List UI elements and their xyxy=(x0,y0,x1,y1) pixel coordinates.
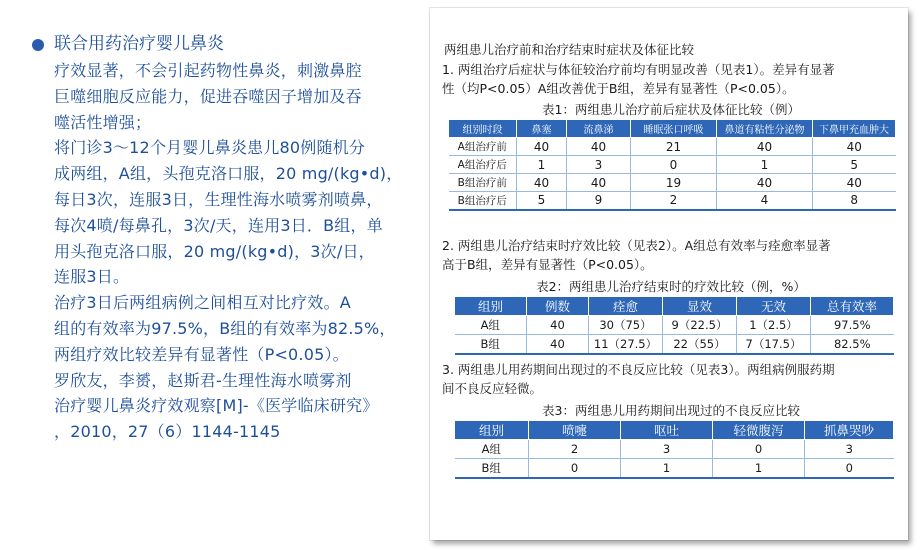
table-cell: 0 xyxy=(631,156,717,174)
table-cell: 40 xyxy=(517,174,567,192)
table-row xyxy=(455,335,894,354)
table-header-row xyxy=(449,120,896,138)
table-cell: 22（55） xyxy=(663,335,737,354)
notes-line: 噬活性增强； xyxy=(54,112,152,132)
table-cell: A组 xyxy=(455,316,527,335)
table-cell: A组治疗前 xyxy=(449,138,517,156)
paragraph-line: 性（均P<0.05）A组改善优于B组，差异有显著性（P<0.05）。 xyxy=(442,81,795,96)
table-row xyxy=(455,316,894,335)
bullet-dot-icon xyxy=(32,39,44,51)
table-header-row xyxy=(455,421,894,440)
table-cell: 3 xyxy=(805,440,894,459)
paragraph-3 xyxy=(430,360,908,398)
table-cell: B组治疗前 xyxy=(449,174,517,192)
table-cell: B组 xyxy=(455,335,527,354)
table-header-cell: 睡眠张口呼吸 xyxy=(631,120,717,138)
page-heading-block xyxy=(430,40,908,59)
table-row xyxy=(455,459,894,478)
table-cell: 30（75） xyxy=(589,316,663,335)
table-cell: 82.5% xyxy=(811,335,894,354)
table-cell: A组治疗后 xyxy=(449,156,517,174)
table-cell: 5 xyxy=(517,192,567,210)
notes-line: 连服3日。 xyxy=(54,267,130,287)
table3-block xyxy=(430,402,908,479)
table-cell: 2 xyxy=(631,192,717,210)
table-header-cell: 喷嚏 xyxy=(529,421,621,440)
table2-block xyxy=(430,278,908,355)
notes-line: 疗效显著，不会引起药物性鼻炎，刺激鼻腔 xyxy=(54,61,362,80)
table3 xyxy=(454,420,894,479)
table-header-cell: 总有效率 xyxy=(811,297,894,316)
table-cell: 5 xyxy=(813,156,896,174)
notes-line: 治疗3日后两组病例之间相互对比疗效。A xyxy=(54,293,351,313)
notes-line: 组的有效率为97.5%，B组的有效率为82.5%， xyxy=(54,318,396,338)
table-cell: 0 xyxy=(805,459,894,478)
table-header-cell: 组别时段 xyxy=(449,120,517,138)
table-cell: 9 xyxy=(567,192,631,210)
table-cell: 1 xyxy=(621,459,713,478)
table-cell: 40 xyxy=(527,335,589,354)
table-cell: 3 xyxy=(621,440,713,459)
notes-line: 治疗婴儿鼻炎疗效观察[M]-《医学临床研究》 xyxy=(54,396,379,416)
table2 xyxy=(454,296,894,355)
table-header-cell: 轻微腹泻 xyxy=(713,421,805,440)
notes-line: 每日3次，连服3日，生理性海水喷雾剂喷鼻， xyxy=(54,189,383,209)
table-cell: 3 xyxy=(567,156,631,174)
notes-line: 每次4喷/每鼻孔，3次/天，连用3日．B组，单 xyxy=(54,215,383,235)
table-cell: 40 xyxy=(717,174,813,192)
table-header-cell: 组别 xyxy=(455,297,527,316)
table-cell: B组治疗后 xyxy=(449,192,517,210)
table-cell: 21 xyxy=(631,138,717,156)
notes-body xyxy=(30,58,415,445)
table1-block xyxy=(430,101,908,211)
table-cell: 40 xyxy=(567,138,631,156)
table-cell: 19 xyxy=(631,174,717,192)
table-row xyxy=(455,440,894,459)
paragraph-line: 1. 两组治疗后症状与体征较治疗前均有明显改善（见表1）。差异有显著 xyxy=(442,62,835,77)
table-header-cell: 流鼻涕 xyxy=(567,120,631,138)
table-header-cell: 痊愈 xyxy=(589,297,663,316)
table1 xyxy=(448,119,896,211)
table-header-cell: 无效 xyxy=(737,297,811,316)
table-cell: 1 xyxy=(717,156,813,174)
table-cell: 40 xyxy=(527,316,589,335)
table-cell: 40 xyxy=(813,138,896,156)
table-row xyxy=(449,174,896,192)
table-cell: 9（22.5） xyxy=(663,316,737,335)
table-header-cell: 抓鼻哭吵 xyxy=(805,421,894,440)
paragraph-line: 2. 两组患儿治疗结束时疗效比较（见表2）。A组总有效率与痊愈率显著 xyxy=(442,238,831,253)
notes-line: 成两组，A组，头孢克洛口服，20 mg/(kg•d)， xyxy=(54,164,403,184)
scanned-page xyxy=(430,8,908,540)
table-header-cell: 显效 xyxy=(663,297,737,316)
table-cell: 1 xyxy=(517,156,567,174)
table-cell: 40 xyxy=(813,174,896,192)
notes-line: 罗欣友，李赟，赵斯君-生理性海水喷雾剂 xyxy=(54,370,352,390)
notes-line: 两组疗效比较差异有显著性（P<0.05）。 xyxy=(54,344,349,364)
notes-line: ，2010，27（6）1144-1145 xyxy=(54,422,281,442)
notes-title-text: 联合用药治疗婴儿鼻炎 xyxy=(54,34,224,54)
table3-caption: 表3：两组患儿用药期间出现过的不良反应比较 xyxy=(542,403,800,418)
table-cell: 40 xyxy=(717,138,813,156)
table-header-cell: 下鼻甲充血肿大 xyxy=(813,120,896,138)
table-header-cell: 呕吐 xyxy=(621,421,713,440)
notes-line: 用头孢克洛口服，20 mg/(kg•d)，3次/日， xyxy=(54,241,375,261)
table-cell: 7（17.5） xyxy=(737,335,811,354)
table1-caption: 表1：两组患儿治疗前后症状及体征比较（例） xyxy=(542,102,800,117)
table-cell: 1 xyxy=(713,459,805,478)
table-row xyxy=(449,138,896,156)
table-header-row xyxy=(455,297,894,316)
paragraph-line: 3. 两组患儿用药期间出现过的不良反应比较（见表3）。两组病例服药期 xyxy=(442,362,835,377)
paragraph-1 xyxy=(430,60,908,98)
table-cell: A组 xyxy=(455,440,529,459)
table-header-cell: 鼻塞 xyxy=(517,120,567,138)
paragraph-line: 高于B组，差异有显著性（P<0.05）。 xyxy=(442,257,653,272)
table-row xyxy=(449,192,896,210)
table-cell: 2 xyxy=(529,440,621,459)
table-cell: 1（2.5） xyxy=(737,316,811,335)
notes-line: 将门诊3～12个月婴儿鼻炎患儿80例随机分 xyxy=(54,138,366,158)
table-cell: 0 xyxy=(529,459,621,478)
table-cell: 8 xyxy=(813,192,896,210)
page-heading: 两组患儿治疗前和治疗结束时症状及体征比较 xyxy=(444,42,695,57)
table-cell: 40 xyxy=(517,138,567,156)
table2-caption: 表2：两组患儿治疗结束时的疗效比较（例，%） xyxy=(536,279,806,294)
table-header-cell: 鼻道有粘性分泌物 xyxy=(717,120,813,138)
table-header-cell: 例数 xyxy=(527,297,589,316)
paragraph-line: 间不良反应轻微。 xyxy=(442,381,543,396)
table-cell: 11（27.5） xyxy=(589,335,663,354)
left-notes-panel xyxy=(30,32,415,445)
table-row xyxy=(449,156,896,174)
notes-line: 巨噬细胞反应能力，促进吞噬因子增加及吞 xyxy=(54,86,362,106)
table-cell: 4 xyxy=(717,192,813,210)
table-cell: 0 xyxy=(713,440,805,459)
table-cell: 97.5% xyxy=(811,316,894,335)
table-cell: 40 xyxy=(567,174,631,192)
table-cell: B组 xyxy=(455,459,529,478)
paragraph-2 xyxy=(430,236,908,274)
table-header-cell: 组别 xyxy=(455,421,529,440)
notes-title xyxy=(30,32,415,56)
